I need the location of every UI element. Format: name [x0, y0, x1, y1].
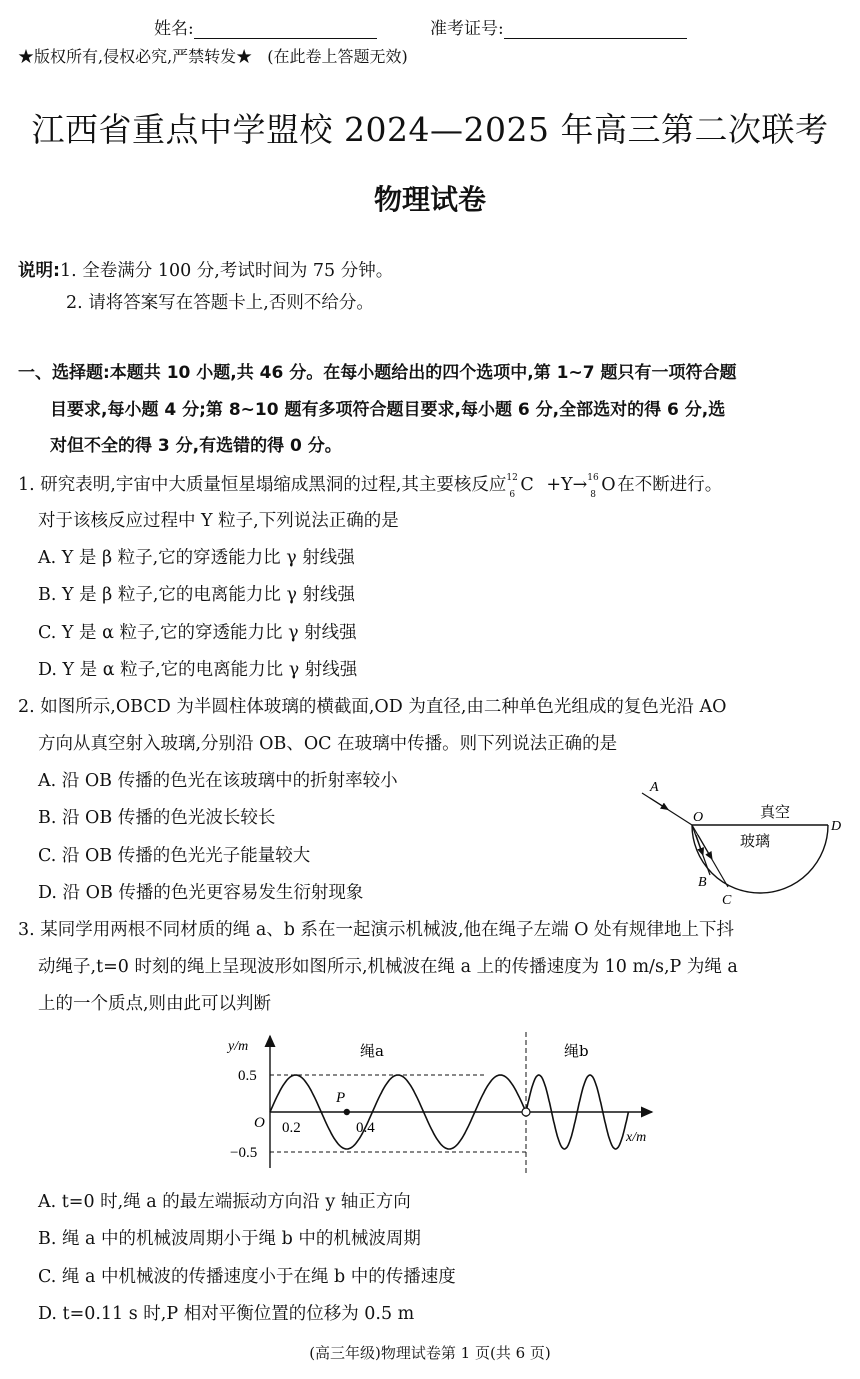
q2-option-d: D. 沿 OB 传播的色光更容易发生衍射现象	[38, 883, 364, 903]
instruction-1	[18, 258, 844, 284]
o16-mass: 16	[587, 473, 599, 483]
q1-option-d: D. Y 是 α 粒子,它的电离能力比 γ 射线强	[38, 660, 358, 680]
wave-chart	[220, 1028, 670, 1178]
q1-option-b: B. Y 是 β 粒子,它的电离能力比 γ 射线强	[38, 585, 355, 605]
x-axis-label: x/m	[626, 1130, 647, 1145]
o16-nuclide	[587, 472, 617, 498]
label-glass: 玻璃	[740, 832, 771, 850]
section1-line-3: 对但不全的得 3 分,有选错的得 0 分。	[50, 436, 342, 456]
section1-line-2: 目要求,每小题 4 分;第 8~10 题有多项符合题目要求,每小题 6 分,全部选对的得 6 分,选	[50, 400, 726, 420]
label-d: D	[831, 819, 842, 834]
name-field	[154, 14, 377, 39]
instruction-item-2: 2. 请将答案写在答题卡上,否则不给分。	[66, 293, 374, 313]
o16-charge: 8	[590, 490, 597, 500]
c12-symbol: C	[520, 475, 534, 495]
tick-x-0.4: 0.4	[356, 1120, 375, 1136]
q2-option-a: A. 沿 OB 传播的色光在该玻璃中的折射率较小	[38, 771, 398, 791]
q3-option-c: C. 绳 a 中机械波的传播速度小于在绳 b 中的传播速度	[38, 1267, 456, 1287]
subject-title: 物理试卷	[373, 183, 486, 216]
label-b: B	[698, 875, 707, 890]
q3-stem-line-1: 3. 某同学用两根不同材质的绳 a、b 系在一起演示机械波,他在绳子左端 O 处有规律地上下抖	[18, 920, 735, 940]
q3-stem-line-2: 动绳子,t=0 时刻的绳上呈现波形如图所示,机械波在绳 a 上的传播速度为 10 m/s,P 为绳 a	[38, 957, 738, 977]
name-label: 姓名:	[154, 19, 194, 39]
q3-option-a: A. t=0 时,绳 a 的最左端振动方向沿 y 轴正方向	[38, 1192, 411, 1212]
rope-a-label: 绳a	[360, 1042, 384, 1060]
copyright-line	[18, 44, 408, 67]
exam-no-field	[430, 14, 687, 39]
incident-arrow	[650, 798, 668, 810]
c12-charge: 6	[509, 490, 516, 500]
label-c: C	[722, 893, 732, 905]
q2-stem-line-2: 方向从真空射入玻璃,分别沿 OB、OC 在玻璃中传播。则下列说法正确的是	[38, 734, 618, 754]
point-p-label: P	[336, 1090, 346, 1106]
instruction-2	[66, 290, 844, 316]
q1-plus-y: +Y→	[546, 475, 588, 495]
name-blank	[194, 18, 377, 39]
origin-label: O	[254, 1115, 265, 1131]
label-o: O	[693, 810, 704, 825]
q2-option-c: C. 沿 OB 传播的色光光子能量较大	[38, 846, 311, 866]
junction-point	[522, 1108, 530, 1116]
instruction-label: 说明:	[18, 261, 60, 281]
page-footer: (高三年级)物理试卷第 1 页(共 6 页)	[309, 1344, 551, 1362]
q1-stem-pre: 1. 研究表明,宇宙中大质量恒星塌缩成黑洞的过程,其主要核反应	[18, 475, 507, 495]
o16-symbol: O	[601, 475, 616, 495]
exam-no-blank	[504, 18, 687, 39]
exam-title: 江西省重点中学盟校 2024—2025 年高三第二次联考	[31, 110, 829, 149]
q1-stem-line-2: 对于该核反应过程中 Y 粒子,下列说法正确的是	[38, 511, 399, 531]
tick-y-neg-0.5: −0.5	[230, 1145, 258, 1161]
label-a: A	[650, 780, 659, 795]
tick-x-0.2: 0.2	[282, 1120, 301, 1136]
copyright-text: ★版权所有,侵权必究,严禁转发★	[18, 47, 253, 66]
q1-stem-post: 在不断进行。	[617, 475, 723, 495]
label-vacuum: 真空	[760, 803, 791, 821]
q1-option-a: A. Y 是 β 粒子,它的穿透能力比 γ 射线强	[38, 548, 355, 568]
q2-stem-line-1: 2. 如图所示,OBCD 为半圆柱体玻璃的横截面,OD 为直径,由二种单色光组成的复色光沿 AO	[18, 697, 727, 717]
q3-option-b: B. 绳 a 中的机械波周期小于绳 b 中的机械波周期	[38, 1229, 421, 1249]
y-axis-label: y/m	[228, 1039, 249, 1054]
exam-no-label: 准考证号:	[430, 19, 504, 39]
rope-b-label: 绳b	[564, 1042, 589, 1060]
instruction-item-1: 1. 全卷满分 100 分,考试时间为 75 分钟。	[60, 261, 394, 281]
glass-semicircle-figure	[620, 775, 852, 905]
q1-stem-line-1	[18, 472, 844, 498]
q3-stem-line-3: 上的一个质点,则由此可以判断	[38, 994, 272, 1014]
q1-option-c: C. Y 是 α 粒子,它的穿透能力比 γ 射线强	[38, 623, 357, 643]
c12-mass: 12	[506, 473, 518, 483]
tick-y-0.5: 0.5	[238, 1068, 257, 1084]
copyright-note: (在此卷上答题无效)	[267, 47, 408, 66]
section1-line-1: 一、选择题:本题共 10 小题,共 46 分。在每小题给出的四个选项中,第 1~7 题只有一项符合题	[18, 363, 737, 383]
c12-nuclide	[506, 472, 546, 498]
q2-option-b: B. 沿 OB 传播的色光波长较长	[38, 808, 276, 828]
point-p-dot	[344, 1109, 350, 1115]
q3-option-d: D. t=0.11 s 时,P 相对平衡位置的位移为 0.5 m	[38, 1304, 415, 1324]
